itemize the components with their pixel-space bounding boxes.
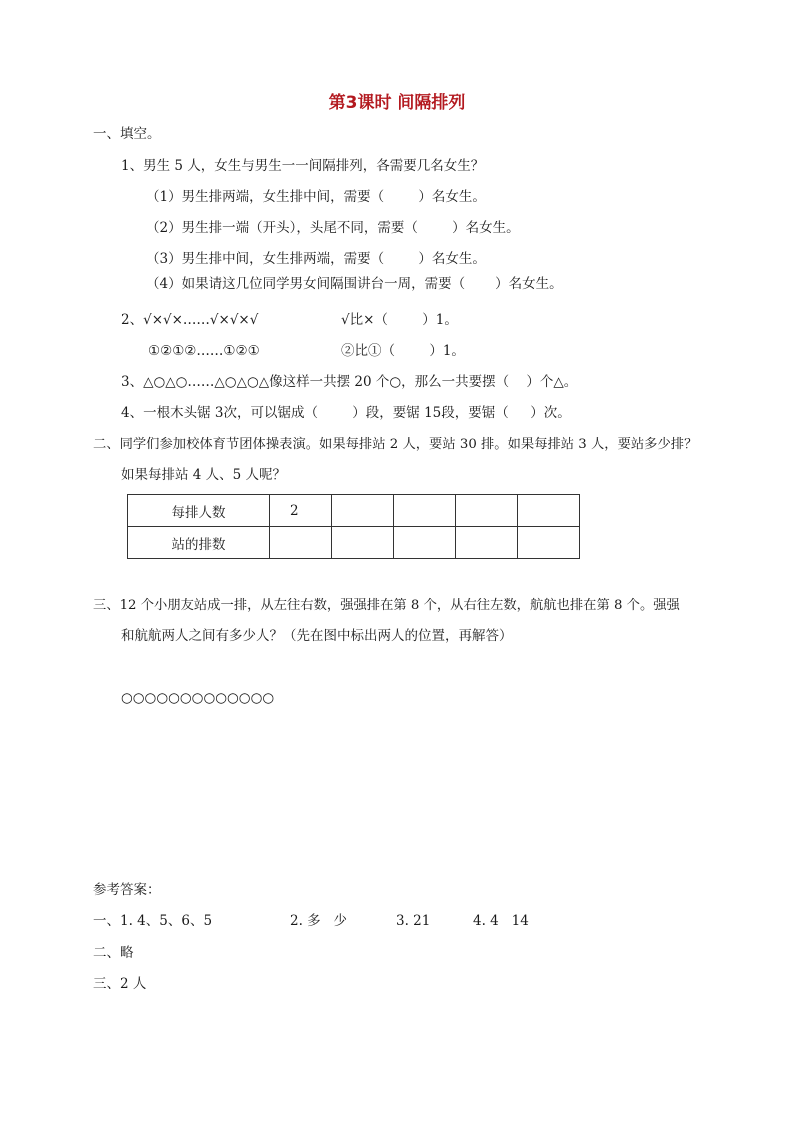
q2-line2-left: ①②①②……①②① (148, 343, 260, 359)
section2-line2: 如果每排站 4 人、5 人呢？ (121, 467, 287, 483)
q1-part-3: （3）男生排中间，女生排两端，需要（ ）名女生。 (146, 251, 486, 267)
table-cell (332, 495, 394, 527)
table-cell (518, 527, 580, 559)
answer-2: 二、略 (93, 945, 134, 961)
table-cell: 2 (270, 495, 332, 527)
table-cell (270, 527, 332, 559)
answer-3: 三、2 人 (93, 976, 147, 992)
table-cell (456, 495, 518, 527)
table-cell (332, 527, 394, 559)
section3-line2: 和航航两人之间有多少人？（先在图中标出两人的位置，再解答） (121, 628, 513, 644)
q1-stem: 1、男生 5 人，女生与男生一一间隔排列，各需要几名女生？ (121, 158, 485, 174)
answer-1c: 3. 21 (396, 913, 431, 929)
answers-heading: 参考答案： (93, 882, 161, 898)
table-cell (394, 495, 456, 527)
section3-line1: 三、12 个小朋友站成一排，从左往右数，强强排在第 8 个，从右往左数，航航也排在第 8 个。强强 (93, 598, 680, 613)
q4: 4、一根木头锯 3次，可以锯成（ ）段，要锯 15段，要锯（ ）次。 (121, 405, 571, 421)
table-row (128, 495, 580, 527)
table-cell (394, 527, 456, 559)
q3: 3、△○△○……△○△○△像这样一共摆 20 个○，那么一共要摆（ ）个△。 (121, 374, 578, 390)
q1-part-4: （4）如果请这几位同学男女间隔围讲台一周，需要（ ）名女生。 (146, 276, 563, 292)
q1-part-1: （1）男生排两端，女生排中间，需要（ ）名女生。 (146, 189, 486, 205)
table-row-label: 每排人数 (128, 495, 270, 527)
table-cell (518, 495, 580, 527)
table-row-label: 站的排数 (128, 527, 270, 559)
answer-1b: 2. 多 少 (290, 913, 348, 929)
q1-part-2: （2）男生排一端（开头），头尾不同，需要（ ）名女生。 (146, 220, 520, 236)
q2-line2-right: ②比①（ ）1。 (341, 343, 465, 359)
q2-line1-left: 2、√×√×……√×√×√ (121, 312, 259, 328)
table-row (128, 527, 580, 559)
q2-line1-right: √比×（ ）1。 (341, 312, 458, 328)
section2-line1: 二、同学们参加校体育节团体操表演。如果每排站 2 人，要站 30 排。如果每排站 3 人，要站多少排？ (93, 437, 698, 452)
table-cell (456, 527, 518, 559)
section1-heading: 一、填空。 (93, 126, 161, 142)
answer-1a: 一、1. 4、5、6、5 (93, 913, 213, 929)
children-circles: ○○○○○○○○○○○○○ (121, 690, 275, 706)
arrangement-table (127, 494, 580, 559)
answer-1d: 4. 4 14 (473, 913, 529, 929)
page-title: 第3课时 间隔排列 (328, 93, 466, 113)
